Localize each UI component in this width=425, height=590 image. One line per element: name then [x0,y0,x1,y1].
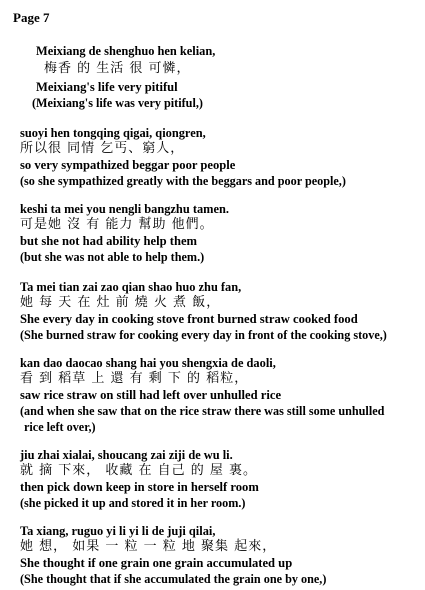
pinyin-line: jiu zhai xialai, shoucang zai ziji de wu li. [20,448,233,462]
gloss-line: then pick down keep in store in herself room [20,480,259,494]
translation-line: (she picked it up and stored it in her room.) [20,496,246,510]
translation-line: (She thought that if she accumulated the grain one by one,) [20,572,327,586]
pinyin-line: keshi ta mei you nengli bangzhu tamen. [20,202,229,216]
translation-continuation: rice left over,) [24,420,96,434]
translation-line: (and when she saw that on the rice straw there was still some unhulled [20,404,385,418]
pinyin-line: Ta xiang, ruguo yi li yi li de juji qilai, [20,524,216,538]
chinese-line: 就 摘 下來， 收藏 在 自己 的 屋 裏。 [20,463,258,478]
gloss-line: Meixiang's life very pitiful [36,80,178,94]
chinese-line: 梅香 的 生活 很 可憐， [44,61,191,76]
pinyin-line: kan dao daocao shang hai you shengxia de daoli, [20,356,276,370]
chinese-line: 可是她 沒 有 能力 幫助 他們。 [20,217,214,232]
pinyin-line: suoyi hen tongqing qigai, qiongren, [20,126,206,140]
chinese-line: 所以很 同情 乞丐、窮人， [20,141,185,156]
translation-line: (but she was not able to help them.) [20,250,205,264]
chinese-line: 她 每 天 在 灶 前 燒 火 煮 飯， [20,295,221,310]
chinese-line: 看 到 稻草 上 還 有 剩 下 的 稻粒， [20,371,249,386]
gloss-line: but she not had ability help them [20,234,198,248]
gloss-line: so very sympathized beggar poor people [20,158,236,172]
gloss-line: She every day in cooking stove front burned straw cooked food [20,312,358,326]
page-number: Page 7 [13,10,50,25]
gloss-line: She thought if one grain one grain accumulated up [20,556,293,570]
chinese-line: 她 想， 如果 一 粒 一 粒 地 聚集 起來， [20,539,277,554]
translation-line: (Meixiang's life was very pitiful,) [32,96,203,110]
pinyin-line: Meixiang de shenghuo hen kelian, [36,44,216,58]
pinyin-line: Ta mei tian zai zao qian shao huo zhu fan, [20,280,242,294]
gloss-line: saw rice straw on still had left over unhulled rice [20,388,282,402]
translation-line: (so she sympathized greatly with the beggars and poor people,) [20,174,346,188]
translation-line: (She burned straw for cooking every day in front of the cooking stove,) [20,328,387,342]
